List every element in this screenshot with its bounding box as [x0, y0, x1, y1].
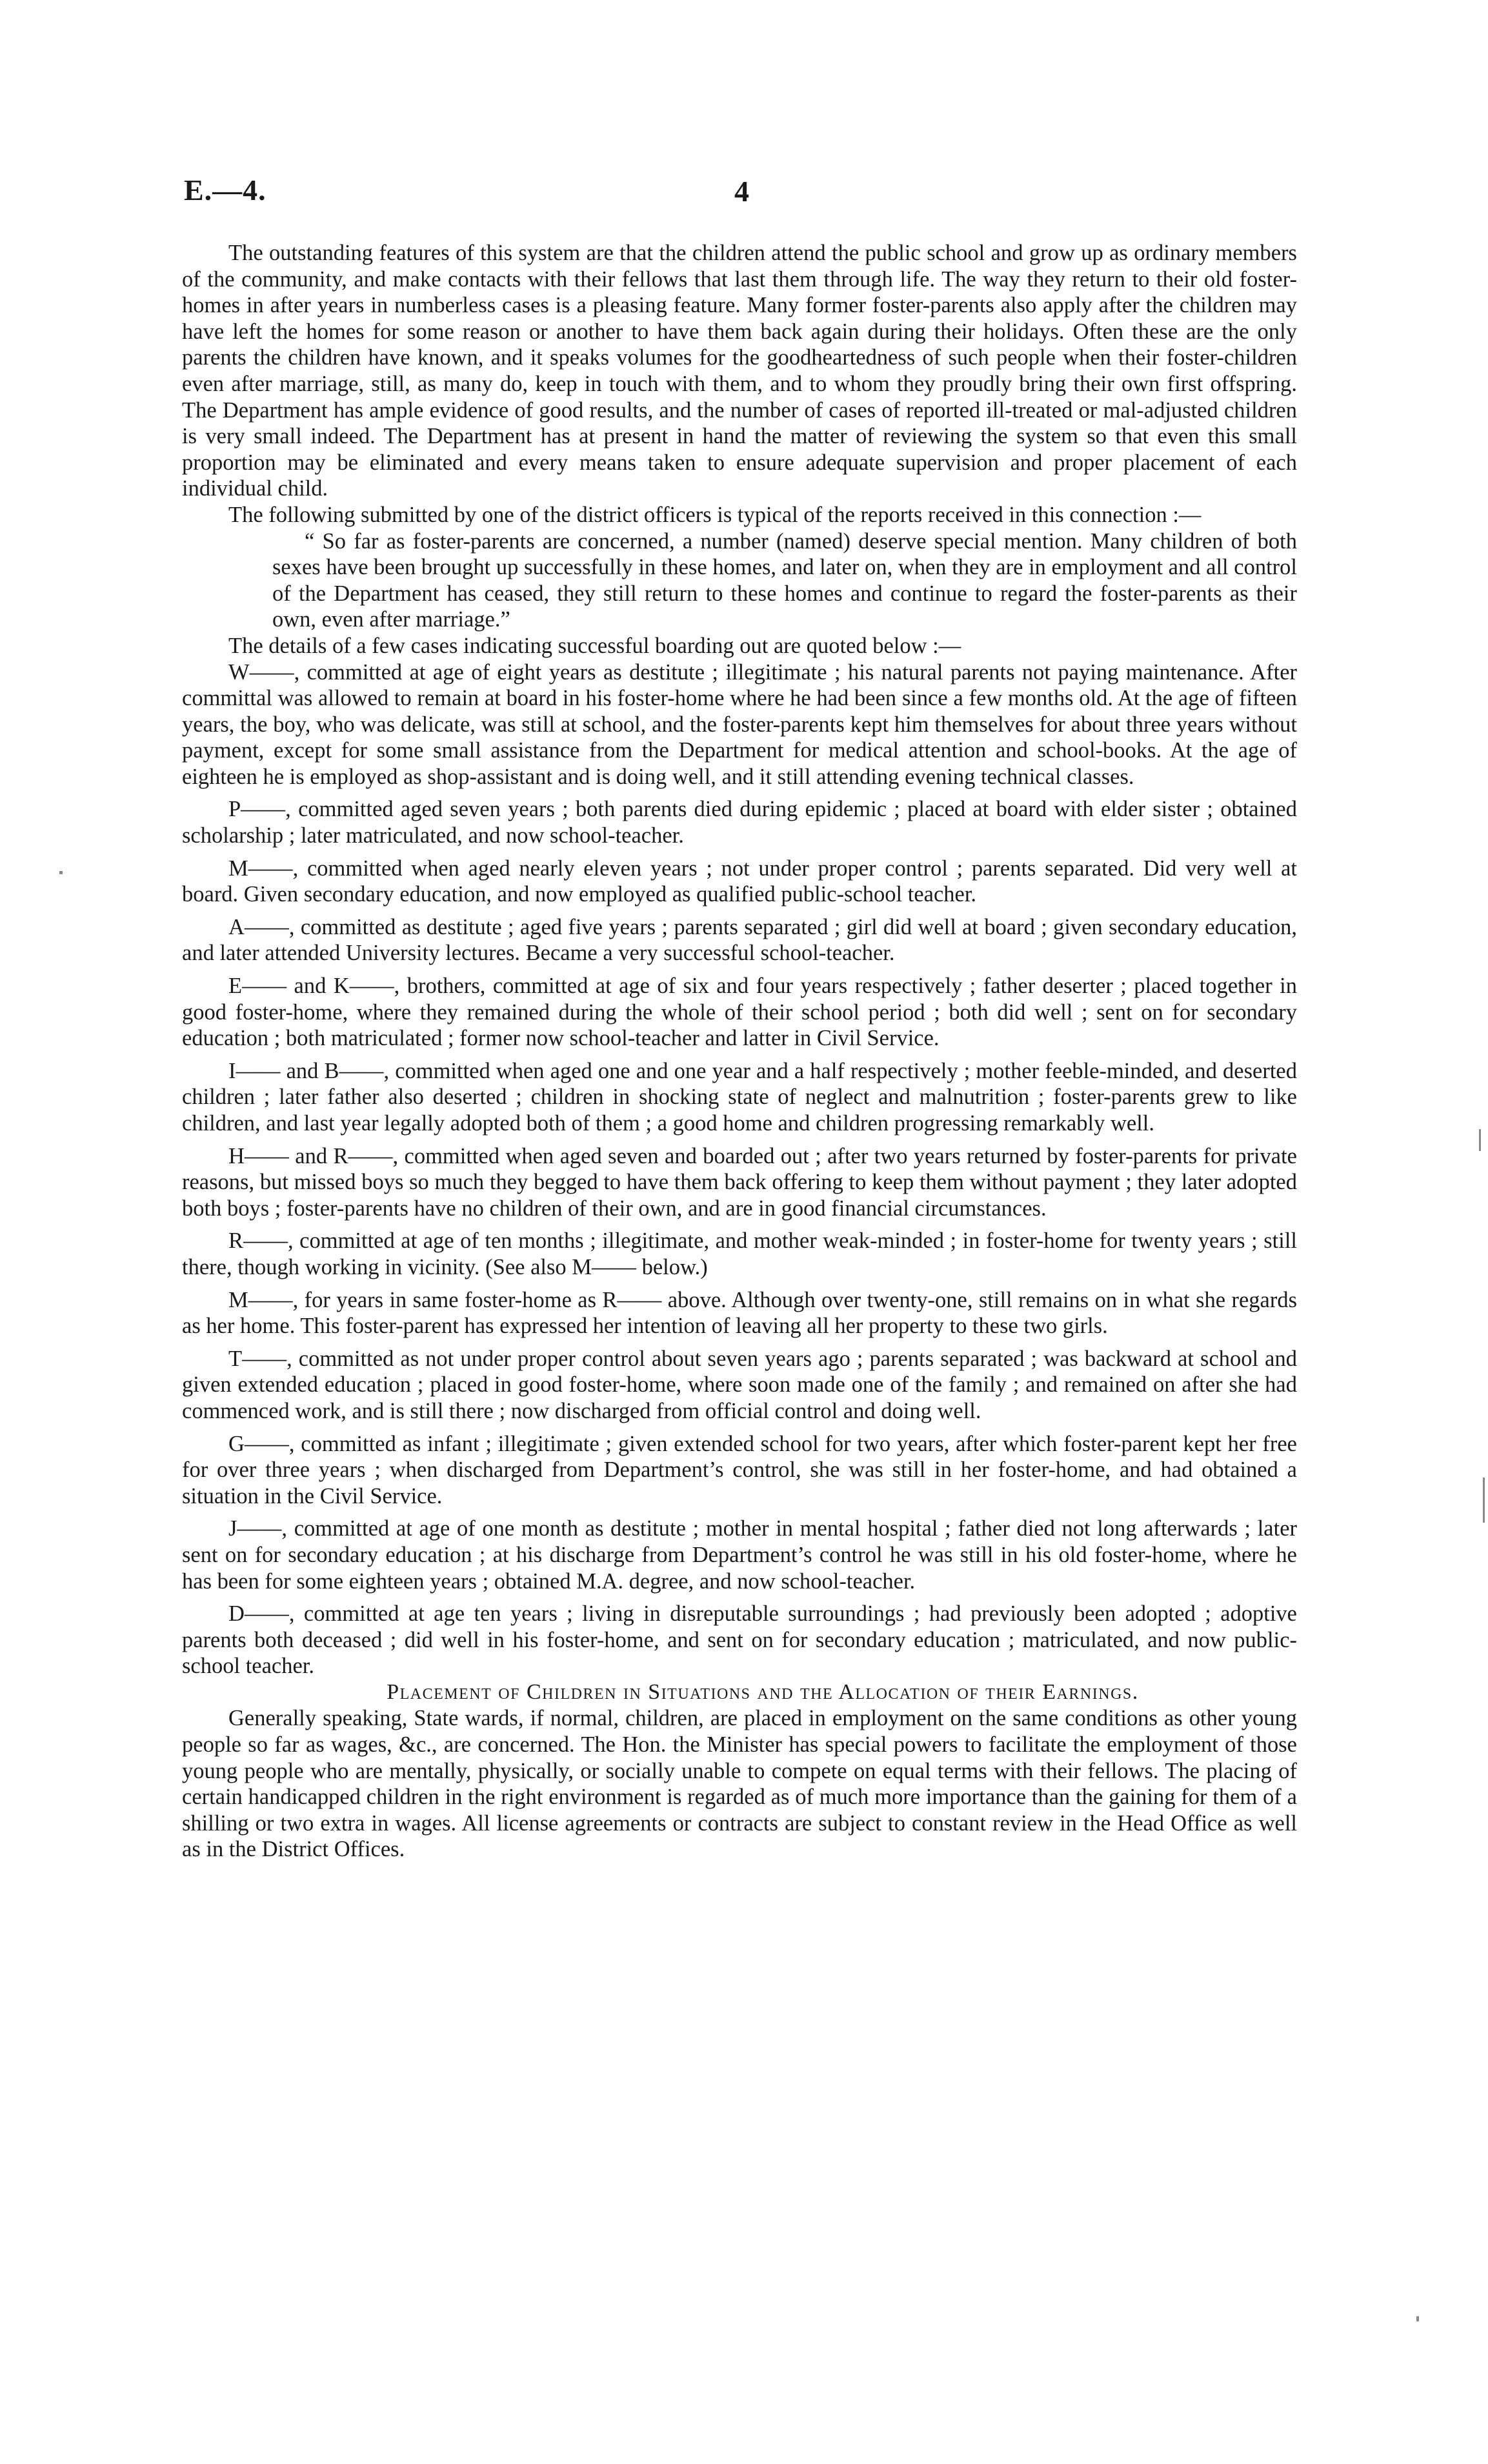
case-paragraph: M——, for years in same foster-home as R—— above. Although over twenty-one, still remains on in what she regards as her home. This foster-parent has expressed her intention of leaving all her property to these two girls. — [182, 1287, 1297, 1339]
case-paragraph: R——, committed at age of ten months ; illegitimate, and mother weak-minded ; in foster-home for twenty years ; still there, though working in vicinity. (See also M—— below.) — [182, 1228, 1297, 1279]
case-paragraph: G——, committed as infant ; illegitimate ; given extended school for two years, after which foster-parent kept her free for over three years ; when discharged from Department’s control, she was still in her foster-home, and had obtained a situation in the Civil Service. — [182, 1431, 1297, 1508]
case-paragraph: A——, committed as destitute ; aged five years ; parents separated ; girl did well at board ; given secondary education, and later attended University lectures. Became a very successful school-teacher. — [182, 914, 1297, 966]
district-officer-quote: “ So far as foster-parents are concerned, a number (named) deserve special mention. Many children of both sexes have been brought up successfully in these homes, and later on, when they are in employment and all control of the Department has ceased, they still return to these homes and continue to regard the foster-parents as their own, even after marriage.” — [272, 528, 1297, 632]
page-number: 4 — [734, 175, 749, 208]
case-paragraph: H—— and R——, committed when aged seven and boarded out ; after two years returned by foster-parents for private reasons, but missed boys so much they begged to have them back offering to keep them without payment ; they later adopted both boys ; foster-parents have no children of their own, and are in good financial circumstances. — [182, 1143, 1297, 1221]
case-paragraph: P——, committed aged seven years ; both parents died during epidemic ; placed at board with elder sister ; obtained scholarship ; later matriculated, and now school-teacher. — [182, 797, 1297, 848]
case-paragraph: I—— and B——, committed when aged one and one year and a half respectively ; mother feeble-minded, and deserted children ; later father also deserted ; children in shocking state of neglect and malnutrition ; foster-parents grew to like children, and last year legally adopted both of them ; a good home and children progressing remarkably well. — [182, 1058, 1297, 1136]
scan-speck — [1416, 2316, 1419, 2321]
case-paragraph: T——, committed as not under proper control about seven years ago ; parents separated ; was backward at school and given extended education ; placed in good foster-home, where soon made one of the family ; and remained on after she had commenced work, and is still there ; now discharged from official control and doing well. — [182, 1346, 1297, 1423]
case-paragraph: D——, committed at age ten years ; living in disreputable surroundings ; had previously been adopted ; adoptive parents both deceased ; did well in his foster-home, and sent on for secondary education ; matriculated, and now public-school teacher. — [182, 1601, 1297, 1679]
intro-paragraph: The outstanding features of this system are that the children attend the public school and grow up as ordinary members of the community, and make contacts with their fellows that last them through life. The way they return to their old foster-homes in after years in numberless cases is a pleasing feature. Many former foster-parents also apply after the children may have left the homes for some reason or another to have them back again during their holidays. Often these are the only parents the children have known, and it speaks volumes for the goodheartedness of such people when their foster-children even after marriage, still, as many do, keep in touch with them, and to whom they proudly bring their own first offspring. The Department has ample evidence of good results, and the number of cases of reported ill-treated or mal-adjusted children is very small indeed. The Department has at present in hand the matter of reviewing the system so that even this small proportion may be eliminated and every means taken to ensure adequate supervision and proper placement of each individual child. — [182, 241, 1297, 501]
case-paragraph: J——, committed at age of one month as destitute ; mother in mental hospital ; father died not long afterwards ; later sent on for secondary education ; at his discharge from Department’s control he was still in his old foster-home, where he has been for some eighteen years ; obtained M.A. degree, and now school-teacher. — [182, 1516, 1297, 1594]
scan-speck — [1479, 1129, 1481, 1151]
scan-speck — [1483, 1477, 1485, 1523]
page-reference: E.—4. — [184, 174, 266, 206]
case-paragraph: W——, committed at age of eight years as destitute ; illegitimate ; his natural parents not paying maintenance. After committal was allowed to remain at board in his foster-home where he had been since a few months old. At the age of fifteen years, the boy, who was delicate, was still at school, and the foster-parents kept him themselves for about three years without payment, except for some small assistance from the Department for medical attention and school-books. At the age of eighteen he is employed as shop-assistant and is doing well, and it still attending evening technical classes. — [182, 659, 1297, 789]
cases-intro: The details of a few cases indicating successful boarding out are quoted below :— — [228, 633, 961, 658]
section-heading: Placement of Children in Situations and the Allocation of their Earnings. — [387, 1679, 1139, 1704]
case-paragraph: M——, committed when aged nearly eleven years ; not under proper control ; parents separated. Did very well at board. Given secondary education, and now employed as qualified public-school teacher. — [182, 856, 1297, 907]
placement-paragraph: Generally speaking, State wards, if normal, children, are placed in employment on the same conditions as other young people so far as wages, &c., are concerned. The Hon. the Minister has special powers to facilitate the employment of those young people who are mentally, physically, or socially unable to compete on equal terms with their fellows. The placing of certain handicapped children in the right environment is regarded as of much more importance than the gaining for them of a shilling or two extra in wages. All license agreements or contracts are subject to constant review in the Head Office as well as in the District Offices. — [182, 1706, 1297, 1862]
case-paragraph: E—— and K——, brothers, committed at age of six and four years respectively ; father deserter ; placed together in good foster-home, where they remained during the whole of their school period ; both did well ; sent on for secondary education ; both matriculated ; former now school-teacher and latter in Civil Service. — [182, 974, 1297, 1051]
document-body — [182, 240, 1297, 1863]
scan-speck — [59, 871, 63, 874]
intro-paragraph: The following submitted by one of the district officers is typical of the reports received in this connection :— — [228, 502, 1201, 527]
